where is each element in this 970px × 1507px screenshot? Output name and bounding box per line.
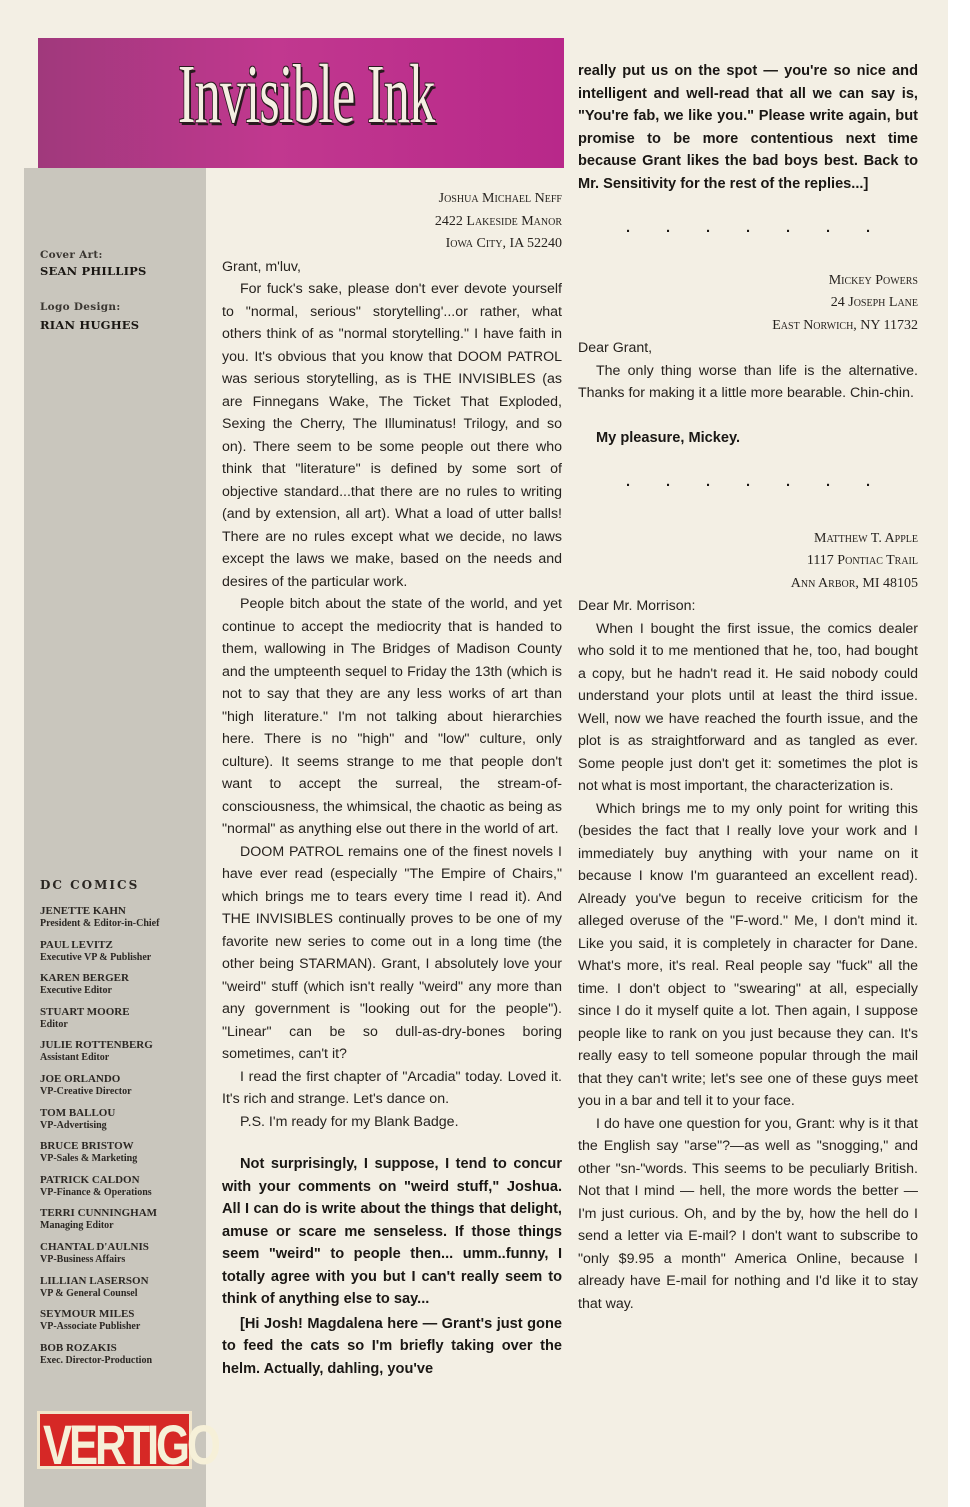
- staff-entry: [40, 1140, 210, 1174]
- staff-role: Executive Editor: [40, 985, 112, 997]
- letter-address: [578, 528, 918, 596]
- paragraph: People bitch about the state of the world, and yet continue to accept the mediocrity that is handed to them, wallowing in The Bridges of Madison County and the umpteenth sequel to Friday the 13th (which is not to say that they are any less works of art than "high literature." I'm not talking about hierarchies here. There is no "high" and "low" culture, only culture). It seems strange to me that people don't want to accept the surreal, the stream-of-consciousness, the whimsical, the chaotic as being as "normal" as anything else out there in the world of art.: [222, 596, 562, 837]
- address-line: Mickey Powers: [828, 272, 918, 288]
- staff-name: PATRICK CALDON: [40, 1173, 140, 1186]
- editor-reply: My pleasure, Mickey.: [596, 429, 741, 446]
- letter-address: [222, 188, 562, 256]
- staff-role: Editor: [40, 1018, 68, 1030]
- paragraph: The only thing worse than life is the alternative. Thanks for making it a little more bearable. Chin-chin.: [578, 362, 918, 401]
- paragraph: For fuck's sake, please don't ever devote yourself to "normal, serious" storytelling'...or rather, what others think of as "normal storytelling." I have faith in you. It's obvious that you know that DOOM PATROL was serious storytelling, as is THE INVISIBLES (as are Finnegans Wake, The Ticket That Exploded, Sexing the Cherry, The Illuminatus! Trilogy, and so on). There seem to be some people out there who think that "literature" is defined by some sort of objective standard...that there are no rules to writing (and by extension, all art). What a load of utter balls! There are no rules except what we decide, no laws except the laws we make, based on the needs and desires of the particular work.: [222, 281, 562, 590]
- salutation: Dear Mr. Morrison:: [578, 598, 696, 614]
- staff-name: TOM BALLOU: [40, 1106, 116, 1119]
- paragraph: DOOM PATROL remains one of the finest novels I have ever read (especially "The Empire of Chairs," which brings me to tears every time I read it). And THE INVISIBLES continually proves to be one of my favorite new series to come out in a long time (the other being STARMAN). Grant, I absolutely love your "weird" stuff (which isn't really "weird" any more than any government is "looking out for the people"). "Linear" can be so dull-as-dry-bones boring sometimes, can't it?: [222, 843, 562, 1062]
- staff-role: President & Editor-in-Chief: [40, 918, 160, 929]
- staff-entry: [40, 1308, 210, 1342]
- staff-name: SEYMOUR MILES: [40, 1308, 135, 1321]
- address-line: 24 Joseph Lane: [830, 295, 918, 310]
- address-line: Matthew T. Apple: [814, 530, 918, 546]
- staff-entry: [40, 939, 210, 973]
- staff-name: KAREN BERGER: [40, 972, 129, 985]
- masthead: [38, 38, 564, 168]
- editor-reply-continued: really put us on the spot — you're so nice and intelligent and well-read that all we can say is, "You're fab, we like you." Please write again, but promise to be more contentious next time because Grant likes the bad boys best. Back to Mr. Sensitivity for the rest of the replies...]: [578, 63, 918, 192]
- logo-design-label: Logo Design:: [40, 301, 121, 313]
- separator-dots: . . . . . . .: [626, 474, 871, 490]
- paragraph: When I bought the first issue, the comics dealer who sold it to me mentioned that he, too, had bought a copy, but he hadn't read it. He said nobody could understand your plots until at least the third issue. Well, now we have reached the fourth issue, and the plot is as straightforward and as tangled as ever. Some people just don't get it: sometimes the plot is not what is most important, the characterization is.: [578, 620, 918, 794]
- staff-role: VP-Finance & Operations: [40, 1186, 152, 1198]
- staff-role: VP & General Counsel: [40, 1287, 138, 1299]
- letter-neff: [222, 188, 562, 1380]
- address-line: Joshua Michael Neff: [438, 191, 562, 206]
- staff-role: Exec. Director-Production: [40, 1354, 153, 1366]
- page-edge: [948, 0, 970, 1507]
- address-line: 2422 Lakeside Manor: [434, 213, 562, 229]
- address-line: Iowa City, IA 52240: [445, 236, 562, 251]
- paragraph: I do have one question for you, Grant: why is it that the English say "arse"?—as well as "snogging," and other "sn-"words. This seems to be peculiarly British. Not that I mind — hell, the more words the better — I'm just curious. Oh, and by the by, how the hell do I send a letter via E-mail? I don't want to subscribe to "only $9.95 a month" America Online, because I already have E-mail for nothing and I'd like it to stay that way.: [578, 1115, 918, 1312]
- staff-role: VP-Advertising: [40, 1119, 107, 1131]
- staff-entry: [40, 1006, 210, 1040]
- address-line: Ann Arbor, MI 48105: [790, 575, 918, 591]
- paragraph: P.S. I'm ready for my Blank Badge.: [240, 1113, 459, 1130]
- staff-entry: [40, 1275, 210, 1309]
- salutation: Grant, m'luv,: [222, 258, 301, 275]
- staff-name: JOE ORLANDO: [40, 1072, 121, 1085]
- page-title: Invisible Ink: [178, 48, 435, 141]
- vertigo-logo: [37, 1411, 218, 1476]
- staff-name: CHANTAL D'AULNIS: [40, 1240, 149, 1253]
- logo-design-name: RIAN HUGHES: [40, 318, 140, 332]
- separator-dots: . . . . . . .: [626, 220, 871, 236]
- staff-entry: [40, 972, 210, 1006]
- staff-name: BOB ROZAKIS: [40, 1341, 117, 1354]
- staff-role: VP-Sales & Marketing: [40, 1153, 138, 1165]
- staff-list: [40, 905, 210, 1375]
- editor-reply: [Hi Josh! Magdalena here — Grant's just gone to feed the cats so I'm briefly taking over the helm. Actually, dahling, you've: [222, 1315, 562, 1377]
- staff-name: TERRI CUNNINGHAM: [40, 1207, 158, 1220]
- staff-entry: [40, 1342, 210, 1376]
- staff-role: Managing Editor: [40, 1220, 114, 1232]
- staff-name: STUART MOORE: [40, 1005, 130, 1018]
- address-line: 1117 Pontiac Trail: [806, 553, 918, 568]
- publisher-heading: DC COMICS: [40, 878, 140, 892]
- staff-entry: [40, 1039, 210, 1073]
- staff-entry: [40, 1241, 210, 1275]
- cover-art-label: Cover Art:: [40, 249, 103, 261]
- staff-role: Executive VP & Publisher: [40, 951, 152, 963]
- staff-entry: [40, 1174, 210, 1208]
- salutation: Dear Grant,: [578, 340, 653, 356]
- staff-name: JULIE ROTTENBERG: [40, 1039, 153, 1052]
- letter-address: [578, 270, 918, 338]
- paragraph: I read the first chapter of "Arcadia" today. Loved it. It's rich and strange. Let's dance on.: [222, 1068, 562, 1107]
- paragraph: Which brings me to my only point for writing this (besides the fact that I really love your work and I immediately buy anything with your name on it because I know I'm guaranteed an excellent read). Already you've begun to receive criticism for the alleged overuse of the "F-word." Me, I don't mind it. Like you said, it is completely in character for Dane. What's more, it's real. Real people say "fuck" all the time. I don't object to "swearing" at all, especially since I do it myself quite a lot. Then again, I suppose people like to rank on you just because they can. It's really easy to tell someone popular through the mail that they can't write; let's see one of these guys meet you in a bar and tell it to your face.: [578, 800, 918, 1109]
- staff-entry: [40, 1107, 210, 1141]
- right-column: [578, 60, 918, 1315]
- staff-name: LILLIAN LASERSON: [40, 1274, 149, 1287]
- staff-entry: [40, 1073, 210, 1107]
- staff-name: PAUL LEVITZ: [40, 938, 113, 951]
- address-line: East Norwich, NY 11732: [772, 317, 918, 333]
- vertigo-logo-text: VERTIGO: [43, 1413, 218, 1476]
- staff-entry: [40, 1207, 210, 1241]
- credits-sidebar: [24, 168, 218, 1507]
- staff-name: JENETTE KAHN: [40, 905, 126, 917]
- staff-role: VP-Associate Publisher: [40, 1321, 141, 1333]
- staff-name: BRUCE BRISTOW: [40, 1140, 134, 1153]
- staff-entry: [40, 905, 210, 939]
- cover-art-name: SEAN PHILLIPS: [40, 264, 147, 278]
- staff-role: VP-Business Affairs: [40, 1253, 126, 1265]
- staff-role: Assistant Editor: [40, 1052, 110, 1064]
- staff-role: VP-Creative Director: [40, 1085, 132, 1097]
- editor-reply: Not surprisingly, I suppose, I tend to concur with your comments on "weird stuff," Joshua. All I can do is write about the things that delight, amuse or scare me senseless. If those things seem "weird" to people then... umm..funny, I totally agree with you but I can't really seem to think of anything else to say...: [222, 1156, 562, 1307]
